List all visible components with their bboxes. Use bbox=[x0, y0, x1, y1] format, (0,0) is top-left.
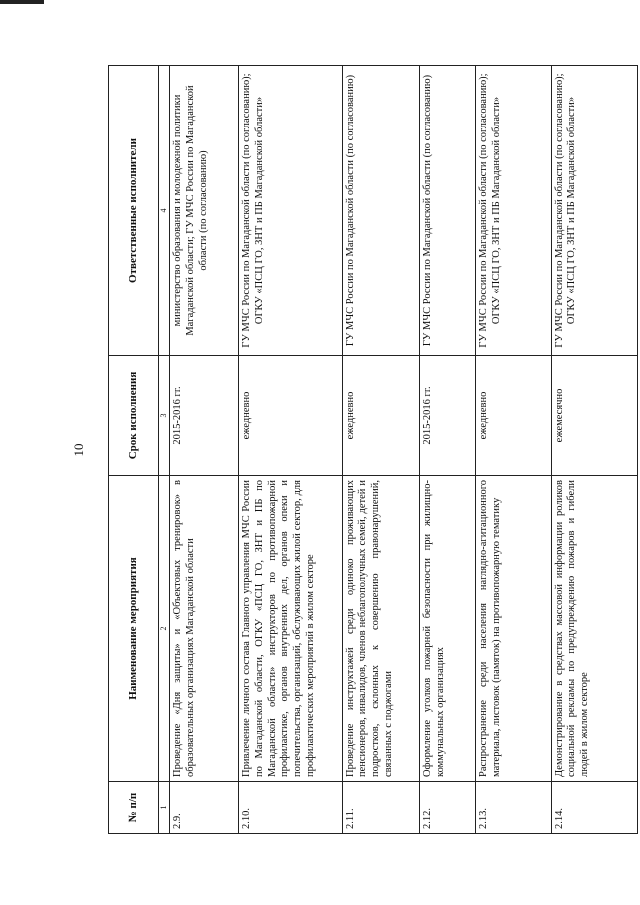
table-row bbox=[170, 66, 239, 834]
row-number: 2.10. bbox=[239, 782, 343, 834]
measure-name: Привлечение личного состава Главного управления МЧС России по Магаданской области, ОГКУ «ПСЦ ГО, ЗНТ и ПБ по Магаданской области» инструкторов по противопожарной профилактике, органов внутренних дел, органов опеки и попечительства, организаций, обслуживающих жилой сектор, для профилактических мероприятий в жилом секторе bbox=[239, 476, 343, 782]
measure-name: Проведение «Дня защиты» и «Объектовых тренировок» в образовательных организациях Магаданской области bbox=[170, 476, 239, 782]
table-row bbox=[342, 66, 420, 834]
header-row bbox=[109, 66, 159, 834]
header-term: Срок исполнения bbox=[109, 356, 159, 476]
column-number: 3 bbox=[159, 356, 170, 476]
table-row bbox=[420, 66, 476, 834]
column-number: 1 bbox=[159, 782, 170, 834]
measure-name: Распространение среди населения наглядно-агитационного материала, листовок (памяток) на противопожарную тематику bbox=[476, 476, 551, 782]
row-number: 2.14. bbox=[551, 782, 637, 834]
measure-term: 2015-2016 гг. bbox=[170, 356, 239, 476]
column-number-row bbox=[159, 66, 170, 834]
top-edge-mark bbox=[0, 0, 44, 4]
measure-term: ежедневно bbox=[476, 356, 551, 476]
page-number: 10 bbox=[71, 443, 86, 457]
measure-term: 2015-2016 гг. bbox=[420, 356, 476, 476]
row-number: 2.13. bbox=[476, 782, 551, 834]
measure-executors: ГУ МЧС России по Магаданской области (по согласованию); ОГКУ «ПСЦ ГО, ЗНТ и ПБ Магаданской области» bbox=[476, 66, 551, 356]
measure-executors: министерство образования и молодежной политики Магаданской области; ГУ МЧС России по Магаданской области (по согласованию) bbox=[170, 66, 239, 356]
row-number: 2.9. bbox=[170, 782, 239, 834]
header-exec: Ответственные исполнители bbox=[109, 66, 159, 356]
measure-name: Демонстрирование в средствах массовой информации роликов социальной рекламы по предупреждению пожаров и гибели людей в жилом секторе bbox=[551, 476, 637, 782]
measure-name: Оформление уголков пожарной безопасности при жилищно-коммунальных организациях bbox=[420, 476, 476, 782]
header-num: № п/п bbox=[109, 782, 159, 834]
measure-executors: ГУ МЧС России по Магаданской области (по согласованию); ОГКУ «ПСЦ ГО, ЗНТ и ПБ Магаданской области» bbox=[239, 66, 343, 356]
header-name: Наименование мероприятия bbox=[109, 476, 159, 782]
measure-executors: ГУ МЧС России по Магаданской области (по согласованию); ОГКУ «ПСЦ ГО, ЗНТ и ПБ Магаданской области» bbox=[551, 66, 637, 356]
row-number: 2.11. bbox=[342, 782, 420, 834]
measures-table bbox=[108, 65, 638, 834]
table-row bbox=[476, 66, 551, 834]
measure-term: ежедневно bbox=[239, 356, 343, 476]
column-number: 2 bbox=[159, 476, 170, 782]
row-number: 2.12. bbox=[420, 782, 476, 834]
rotated-table-container bbox=[108, 66, 638, 834]
table-row bbox=[239, 66, 343, 834]
measure-executors: ГУ МЧС России по Магаданской области (по согласованию) bbox=[342, 66, 420, 356]
column-number: 4 bbox=[159, 66, 170, 356]
measure-name: Проведение инструктажей среди одиноко проживающих пенсионеров, инвалидов, членов неблагополучных семей, детей и подростков, склонных к совершению правонарушений, связанных с поджогами bbox=[342, 476, 420, 782]
measure-term: ежемесячно bbox=[551, 356, 637, 476]
measure-term: ежедневно bbox=[342, 356, 420, 476]
measure-executors: ГУ МЧС России по Магаданской области (по согласованию) bbox=[420, 66, 476, 356]
table-row bbox=[551, 66, 637, 834]
